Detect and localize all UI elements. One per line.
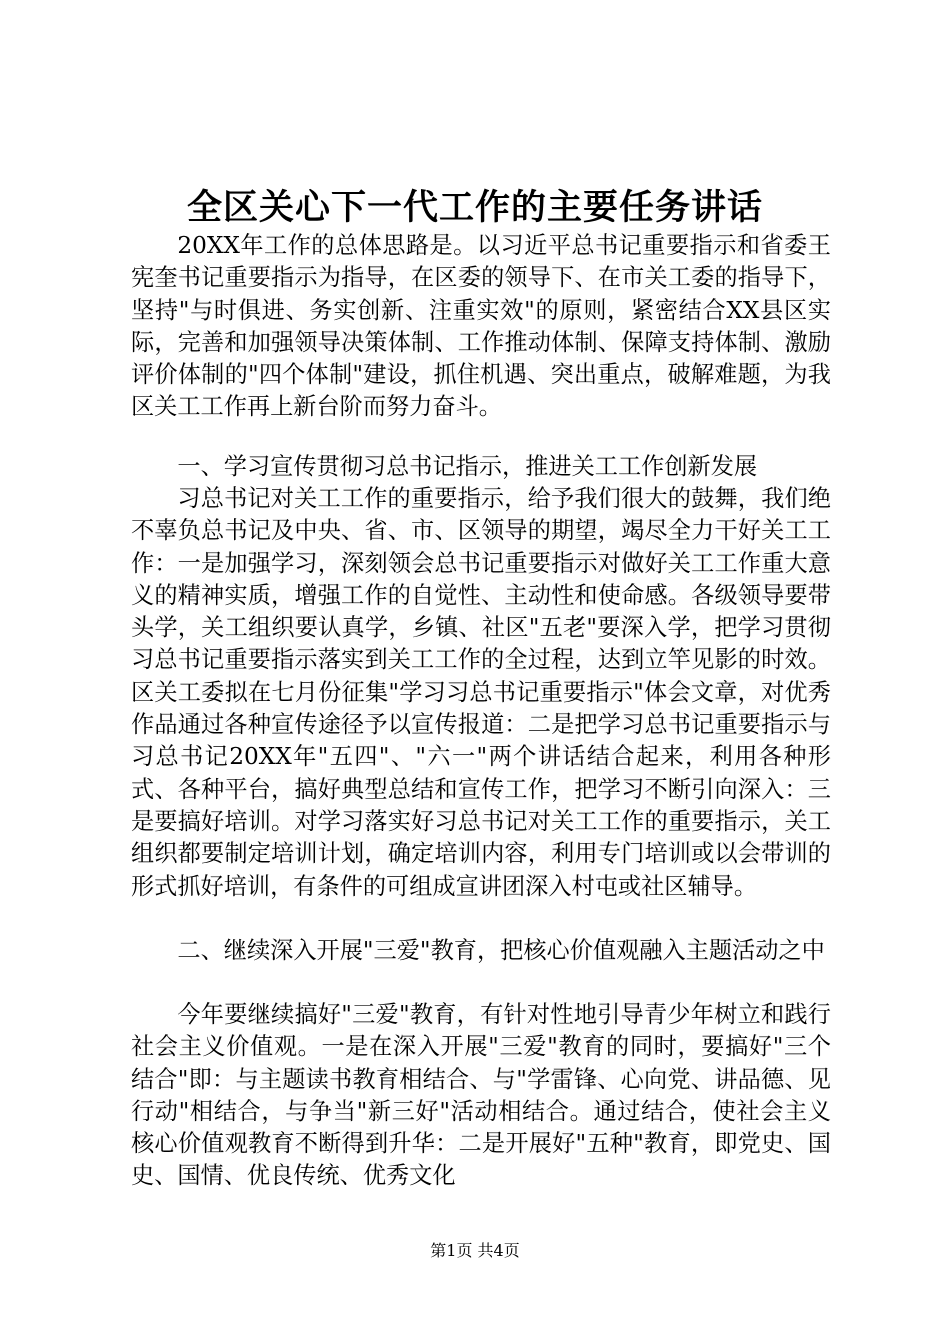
section-heading-1: 一、学习宣传贯彻习总书记指示，推进关工工作创新发展 — [177, 453, 758, 480]
section-paragraph-2: 今年要继续搞好"三爱"教育，有针对性地引导青少年树立和践行社会主义价值观。一是在深入开展"三爱"教育的同时，要搞好"三个结合"即：与主题读书教育相结合、与"学雷锋、心向党、讲品德、见行动"相结合，与争当"新三好"活动相结合。通过结合，使社会主义核心价值观教育不断得到升华：二是开展好"五种"教育，即党史、国史、国情、优良传统、优秀文化 — [131, 1001, 831, 1190]
page-footer: 第1页 共4页 — [430, 1241, 520, 1260]
section-heading-2: 二、继续深入开展"三爱"教育，把核心价值观融入主题活动之中 — [177, 937, 825, 964]
section-paragraph-1: 习总书记对关工工作的重要指示，给予我们很大的鼓舞，我们绝不辜负总书记及中央、省、市、区领导的期望，竭尽全力干好关工工作：一是加强学习，深刻领会总书记重要指示对做好关工工作重大意义的精神实质，增强工作的自觉性、主动性和使命感。各级领导要带头学，关工组织要认真学，乡镇、社区"五老"要深入学，把学习贯彻习总书记重要指示落实到关工工作的全过程，达到立竿见影的时效。区关工委拟在七月份征集"学习习总书记重要指示"体会文章，对优秀作品通过各种宣传途径予以宣传报道：二是把学习总书记重要指示与习总书记20XX年"五四"、"六一"两个讲话结合起来，利用各种形式、各种平台，搞好典型总结和宣传工作，把学习不断引向深入：三是要搞好培训。对学习落实好习总书记对关工工作的重要指示，关工组织都要制定培训计划，确定培训内容，利用专门培训或以会带训的形式抓好培训，有条件的可组成宣讲团深入村屯或社区辅导。 — [131, 485, 831, 900]
intro-paragraph: 20XX年工作的总体思路是。以习近平总书记重要指示和省委王宪奎书记重要指示为指导，在区委的领导下、在市关工委的指导下，坚持"与时俱进、务实创新、注重实效"的原则，紧密结合XX县区实际，完善和加强领导决策体制、工作推动体制、保障支持体制、激励评价体制的"四个体制"建设，抓住机遇、突出重点，破解难题，为我区关工工作再上新台阶而努力奋斗。 — [131, 232, 831, 421]
document-title: 全区关心下一代工作的主要任务讲话 — [186, 188, 763, 228]
